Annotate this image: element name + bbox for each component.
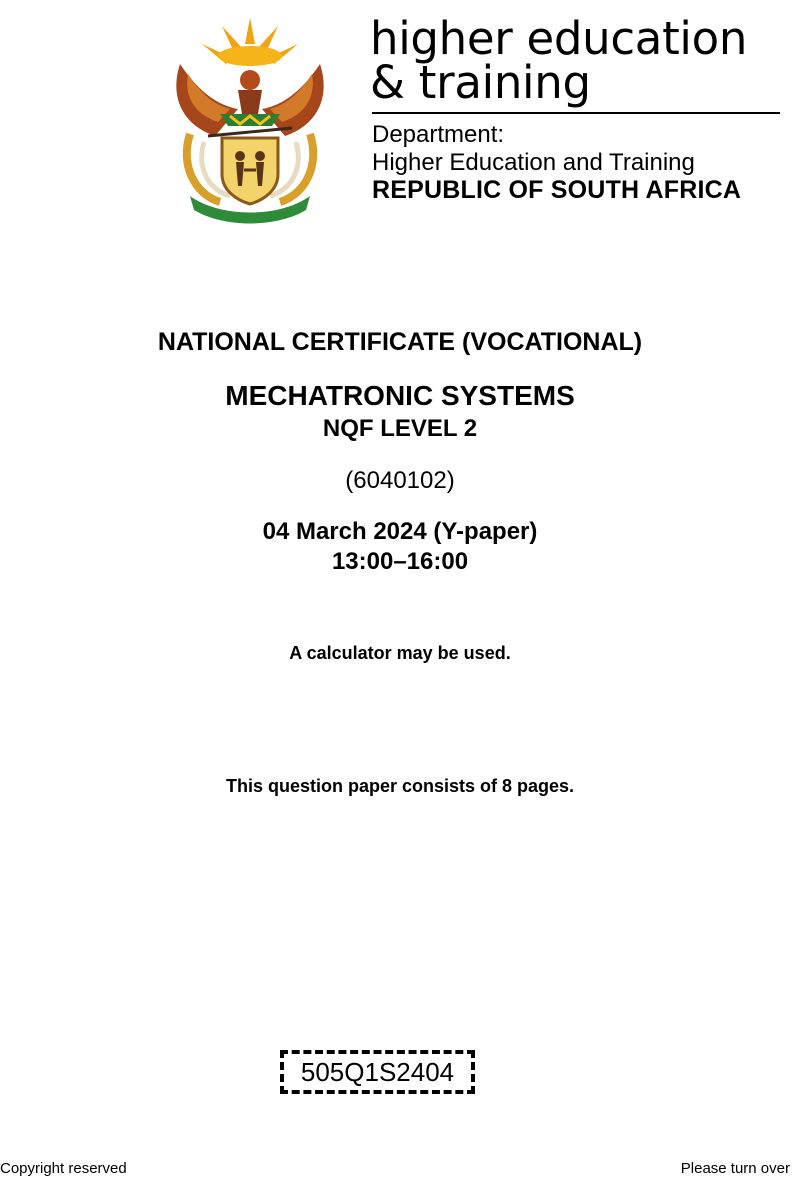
subject-code: (6040102) xyxy=(345,467,455,494)
calculator-note: A calculator may be used. xyxy=(289,643,511,663)
paper-code: 505Q1S2404 xyxy=(300,1056,455,1087)
exam-time: 13:00–16:00 xyxy=(331,548,469,575)
brand-title-line-1: higher education xyxy=(370,12,748,65)
exam-date: 04 March 2024 (Y-paper) xyxy=(262,518,538,545)
copyright-footer: Copyright reserved xyxy=(0,1160,127,1177)
brand-divider xyxy=(372,112,780,114)
page-count-note: This question paper consists of 8 pages. xyxy=(225,776,575,796)
country-name: REPUBLIC OF SOUTH AFRICA xyxy=(372,176,742,204)
brand-title-line-2: & training xyxy=(370,56,591,109)
subject-title: MECHATRONIC SYSTEMS xyxy=(225,380,575,411)
paper-code-box xyxy=(280,1050,475,1094)
certificate-title: NATIONAL CERTIFICATE (VOCATIONAL) xyxy=(157,328,643,356)
turn-over-footer: Please turn over xyxy=(680,1160,790,1177)
department-name: Higher Education and Training xyxy=(372,149,695,176)
department-label: Department: xyxy=(372,121,505,148)
nqf-level: NQF LEVEL 2 xyxy=(322,415,478,442)
coat-of-arms-logo xyxy=(160,14,340,224)
